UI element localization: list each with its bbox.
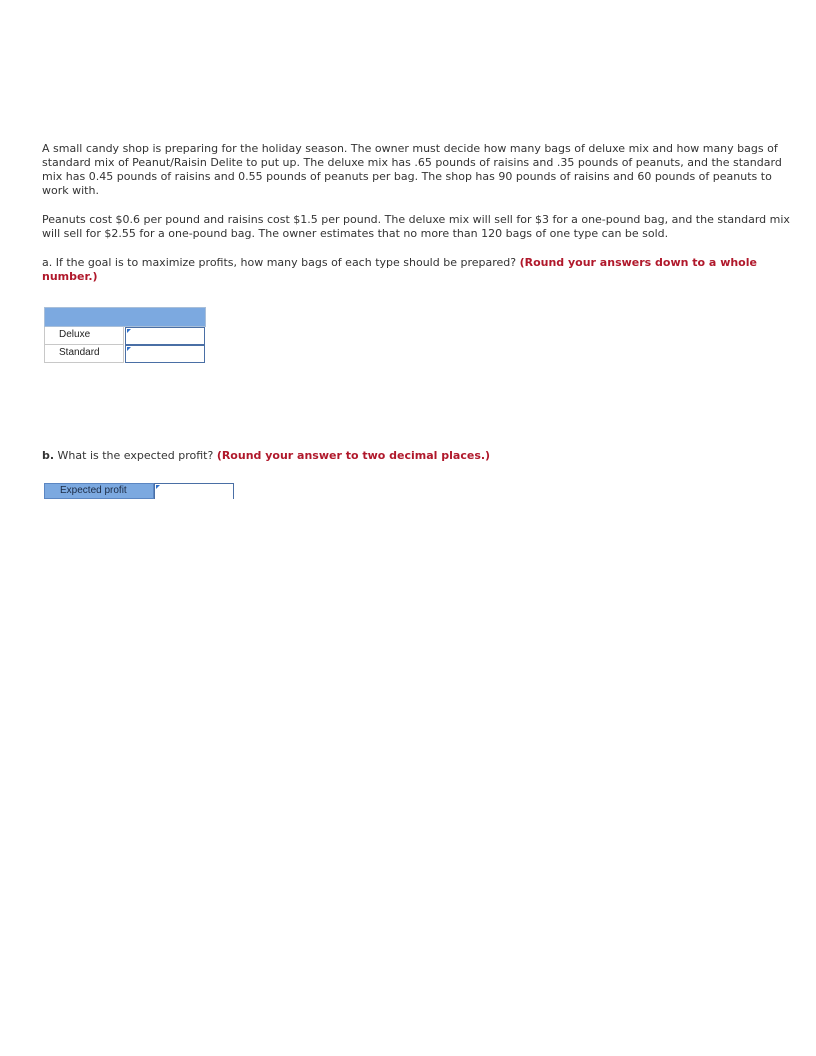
problem-paragraph-1: A small candy shop is preparing for the holiday season. The owner must decide how many bags of deluxe mix and how many bags of standard mix of Peanut/Raisin Delite to put up. The deluxe mix has .65 pounds of raisins and .35 pounds of peanuts, and the standard mix has 0.45 pounds of raisins and 0.55 pounds of peanuts per bag. The shop has 90 pounds of raisins and 60 pounds of peanuts to work with. (42, 142, 782, 197)
standard-label: Standard (44, 345, 124, 363)
expected-profit-input[interactable] (154, 483, 234, 499)
expected-profit-row (44, 483, 234, 499)
expected-profit-label: Expected profit (44, 483, 154, 499)
part-b-rounding-note: (Round your answer to two decimal places.) (216, 449, 491, 462)
table-row-standard (44, 345, 206, 363)
part-b-question (42, 449, 490, 463)
problem-statement (42, 142, 790, 284)
input-marker-icon (156, 485, 160, 489)
part-a-answer-table (44, 307, 206, 363)
part-a-question-text: a. If the goal is to maximize profits, how many bags of each type should be prepared? (42, 256, 520, 269)
part-a-rounding-note: (Round your answers down to a whole number.) (42, 256, 757, 283)
part-b-letter: b. (42, 449, 55, 462)
input-marker-icon (127, 347, 131, 351)
part-b-question-text: What is the expected profit? (54, 449, 217, 462)
deluxe-input[interactable] (125, 327, 205, 345)
problem-paragraph-2: Peanuts cost $0.6 per pound and raisins cost $1.5 per pound. The deluxe mix will sell for $3 for a one-pound bag, and the standard mix will sell for $2.55 for a one-pound bag. The owner estimates that no more than 120 bags of one type can be sold. (42, 213, 790, 240)
deluxe-label: Deluxe (44, 327, 124, 345)
standard-input[interactable] (125, 345, 205, 363)
table-row-deluxe (44, 327, 206, 345)
part-a-question (42, 256, 790, 284)
answer-table-header (44, 307, 206, 327)
input-marker-icon (127, 329, 131, 333)
